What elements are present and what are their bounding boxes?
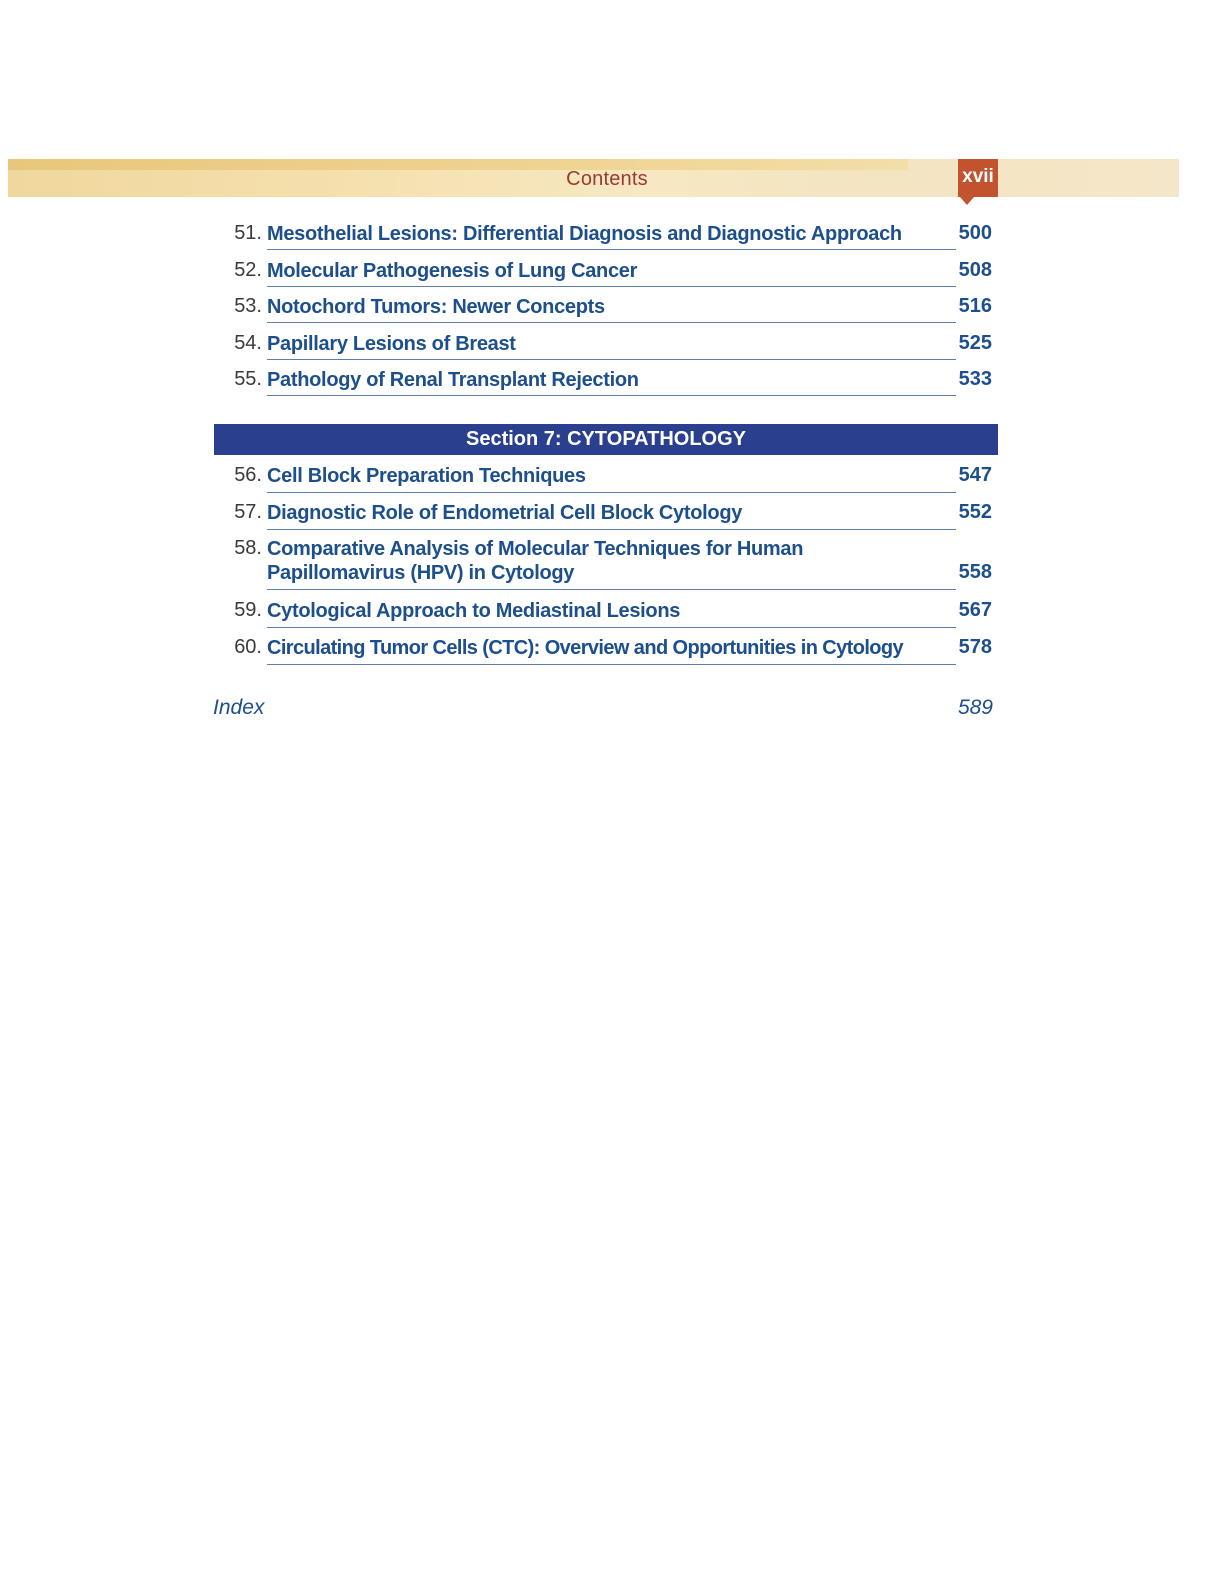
entry-page: 547: [958, 464, 992, 486]
entry-page: 500: [958, 222, 992, 244]
entry-number: 56.: [234, 464, 262, 486]
entry-number: 60.: [234, 636, 262, 658]
page-tag-pointer-icon: [960, 197, 974, 205]
entry-number: 57.: [234, 501, 262, 523]
entry-rule: [267, 589, 956, 590]
toc-entry-51[interactable]: [214, 218, 998, 252]
entry-number: 55.: [234, 368, 262, 390]
entry-rule: [267, 359, 956, 360]
entry-rule: [267, 249, 956, 250]
entry-rule: [267, 492, 956, 493]
entry-number: 54.: [234, 332, 262, 354]
entry-title[interactable]: Pathology of Renal Transplant Rejection: [267, 369, 639, 391]
entry-page: 578: [958, 636, 992, 658]
entry-title-line-2[interactable]: Papillomavirus (HPV) in Cytology: [267, 562, 575, 584]
entry-page: 558: [958, 561, 992, 583]
page-number-tag: xvii: [958, 159, 998, 197]
toc-entry-59[interactable]: [214, 599, 998, 633]
toc-entry-53[interactable]: [214, 291, 998, 325]
entry-title[interactable]: Circulating Tumor Cells (CTC): Overview and Opportunities in Cytology: [267, 637, 904, 659]
entry-number: 52.: [234, 259, 262, 281]
entry-title[interactable]: Papillary Lesions of Breast: [267, 333, 516, 355]
entry-rule: [267, 664, 956, 665]
entry-title[interactable]: Molecular Pathogenesis of Lung Cancer: [267, 260, 638, 282]
entry-title[interactable]: Diagnostic Role of Endometrial Cell Block Cytology: [267, 502, 743, 524]
entry-page: 533: [958, 368, 992, 390]
entry-title[interactable]: Mesothelial Lesions: Differential Diagnosis and Diagnostic Approach: [267, 223, 902, 245]
entry-title[interactable]: Notochord Tumors: Newer Concepts: [267, 296, 605, 318]
entry-page: 516: [958, 295, 992, 317]
entry-page: 525: [958, 332, 992, 354]
toc-entry-56[interactable]: [214, 464, 998, 498]
entry-title[interactable]: Cytological Approach to Mediastinal Lesions: [267, 600, 681, 622]
toc-entry-57[interactable]: [214, 501, 998, 535]
index-entry[interactable]: [213, 696, 993, 720]
section-heading: Section 7: CYTOPATHOLOGY: [214, 424, 998, 455]
entry-rule: [267, 286, 956, 287]
toc-entry-55[interactable]: [214, 364, 998, 398]
entry-rule: [267, 322, 956, 323]
entry-number: 51.: [234, 222, 262, 244]
entry-number: 58.: [234, 537, 262, 559]
entry-title[interactable]: Cell Block Preparation Techniques: [267, 465, 586, 487]
entry-rule: [267, 395, 956, 396]
entry-page: 508: [958, 259, 992, 281]
entry-rule: [267, 627, 956, 628]
toc-entry-58[interactable]: [214, 537, 998, 595]
entry-title-line-1[interactable]: Comparative Analysis of Molecular Techniques for Human: [267, 538, 804, 560]
entry-number: 53.: [234, 295, 262, 317]
running-header-title: Contents: [566, 168, 648, 190]
entry-page: 552: [958, 501, 992, 523]
toc-entry-52[interactable]: [214, 255, 998, 289]
entry-number: 59.: [234, 599, 262, 621]
entry-page: 567: [958, 599, 992, 621]
entry-rule: [267, 529, 956, 530]
toc-entry-60[interactable]: [214, 636, 998, 670]
toc-entry-54[interactable]: [214, 328, 998, 362]
index-page: 589: [957, 696, 993, 719]
index-label[interactable]: Index: [213, 696, 265, 719]
